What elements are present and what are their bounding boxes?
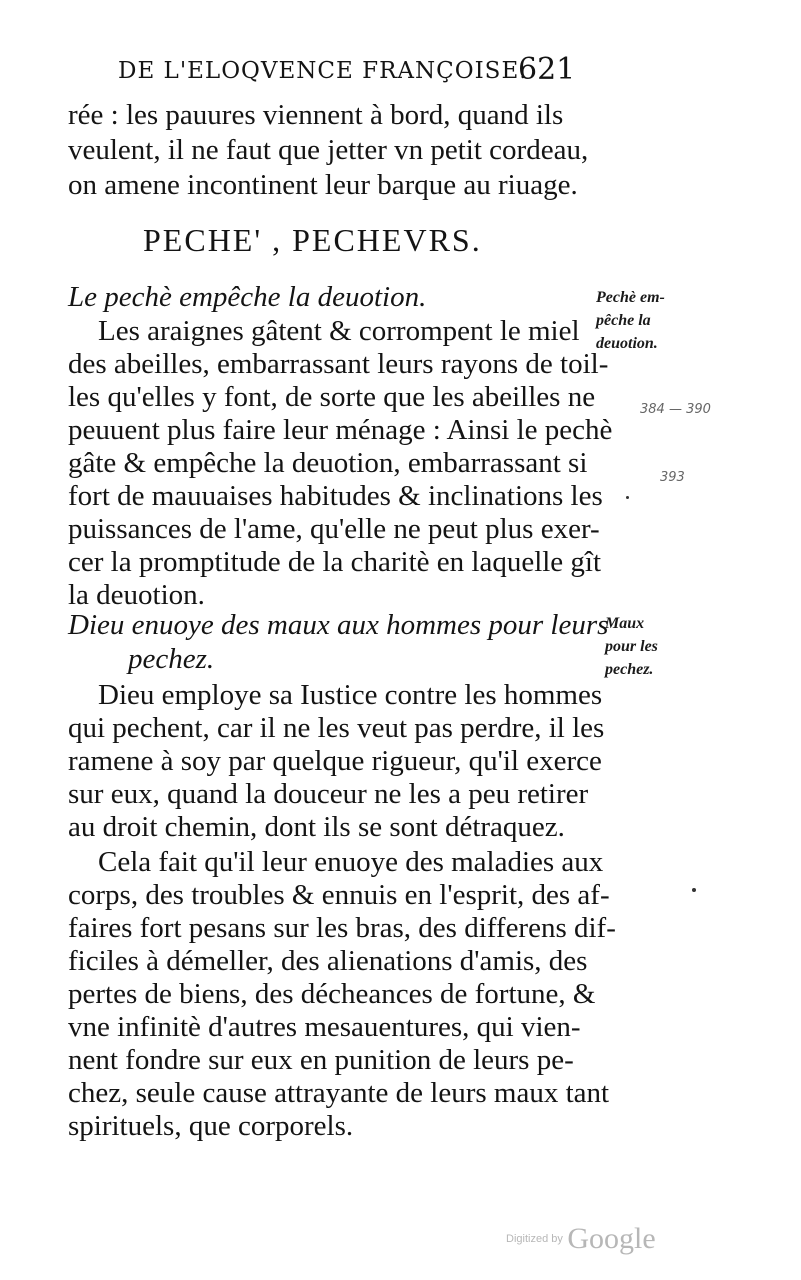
section2-line: vne infinitè d'autres mesauentures, qui vien- [68, 1011, 581, 1043]
section2-line: pertes de biens, des décheances de fortune, & [68, 978, 596, 1010]
margin-note-2 [605, 612, 658, 681]
section2-line: ficiles à démeller, des alienations d'amis, des [68, 945, 588, 977]
section2-title: pechez. [128, 643, 215, 675]
section2-line: nent fondre sur eux en punition de leurs pe- [68, 1044, 574, 1076]
section1-title: Le pechè empêche la deuotion. [68, 281, 427, 313]
section1-line: fort de mauuaises habitudes & inclinations les [68, 480, 603, 512]
margin-note-line: deuotion. [596, 335, 658, 352]
page-number: 621 [518, 52, 576, 87]
section2-line: qui pechent, car il ne les veut pas perdre, il les [68, 712, 605, 744]
section2-line: corps, des troubles & ennuis en l'esprit, des af- [68, 879, 610, 911]
watermark-prefix: Digitized by [506, 1233, 563, 1245]
margin-note-line: Pechè em- [596, 289, 665, 306]
section1-line: la deuotion. [68, 579, 205, 611]
margin-note-line: pour les [605, 638, 658, 655]
digitized-watermark [506, 1222, 656, 1256]
pencil-mark: 393 [660, 470, 685, 485]
ink-speck [692, 888, 696, 892]
margin-note-line: Maux [605, 615, 645, 632]
section2-line: sur eux, quand la douceur ne les a peu retirer [68, 778, 589, 810]
section2-line: au droit chemin, dont ils se sont détraquez. [68, 811, 565, 843]
section1-line: gâte & empêche la deuotion, embarrassant si [68, 447, 588, 479]
section-heading: PECHE' , PECHEVRS. [143, 222, 482, 258]
section1-line: Les araignes gâtent & corrompent le miel [98, 315, 580, 347]
section1-line: puissances de l'ame, qu'elle ne peut plus exer- [68, 513, 600, 545]
margin-note-line: pêche la [596, 312, 651, 329]
section1-line: les qu'elles y font, de sorte que les abeilles ne [68, 381, 596, 413]
margin-note-line: pechez. [605, 661, 654, 678]
section2-title: Dieu enuoye des maux aux hommes pour leurs [68, 609, 609, 641]
opening-line: rée : les pauures viennent à bord, quand ils [68, 99, 564, 131]
section2-line: faires fort pesans sur les bras, des differens dif- [68, 912, 616, 944]
section2-line: chez, seule cause attrayante de leurs maux tant [68, 1077, 610, 1109]
section2-line: Cela fait qu'il leur enuoye des maladies aux [98, 846, 604, 878]
opening-line: on amene incontinent leur barque au riuage. [68, 169, 578, 201]
pencil-mark: 384 — 390 [640, 402, 711, 417]
running-head-title: DE L'ELOQVENCE FRANÇOISE. [118, 58, 528, 84]
section1-line: peuuent plus faire leur ménage : Ainsi le pechè [68, 414, 613, 446]
opening-line: veulent, il ne faut que jetter vn petit cordeau, [68, 134, 589, 166]
ink-speck [626, 496, 629, 499]
section2-line: ramene à soy par quelque rigueur, qu'il exerce [68, 745, 602, 777]
section2-line: spirituels, que corporels. [68, 1110, 354, 1142]
running-head [118, 52, 598, 87]
watermark-brand: Google [567, 1222, 656, 1255]
section1-line: cer la promptitude de la charitè en laquelle gît [68, 546, 602, 578]
margin-note-1 [596, 286, 665, 355]
section2-line: Dieu employe sa Iustice contre les hommes [98, 679, 603, 711]
section1-line: des abeilles, embarrassant leurs rayons de toil- [68, 348, 609, 380]
